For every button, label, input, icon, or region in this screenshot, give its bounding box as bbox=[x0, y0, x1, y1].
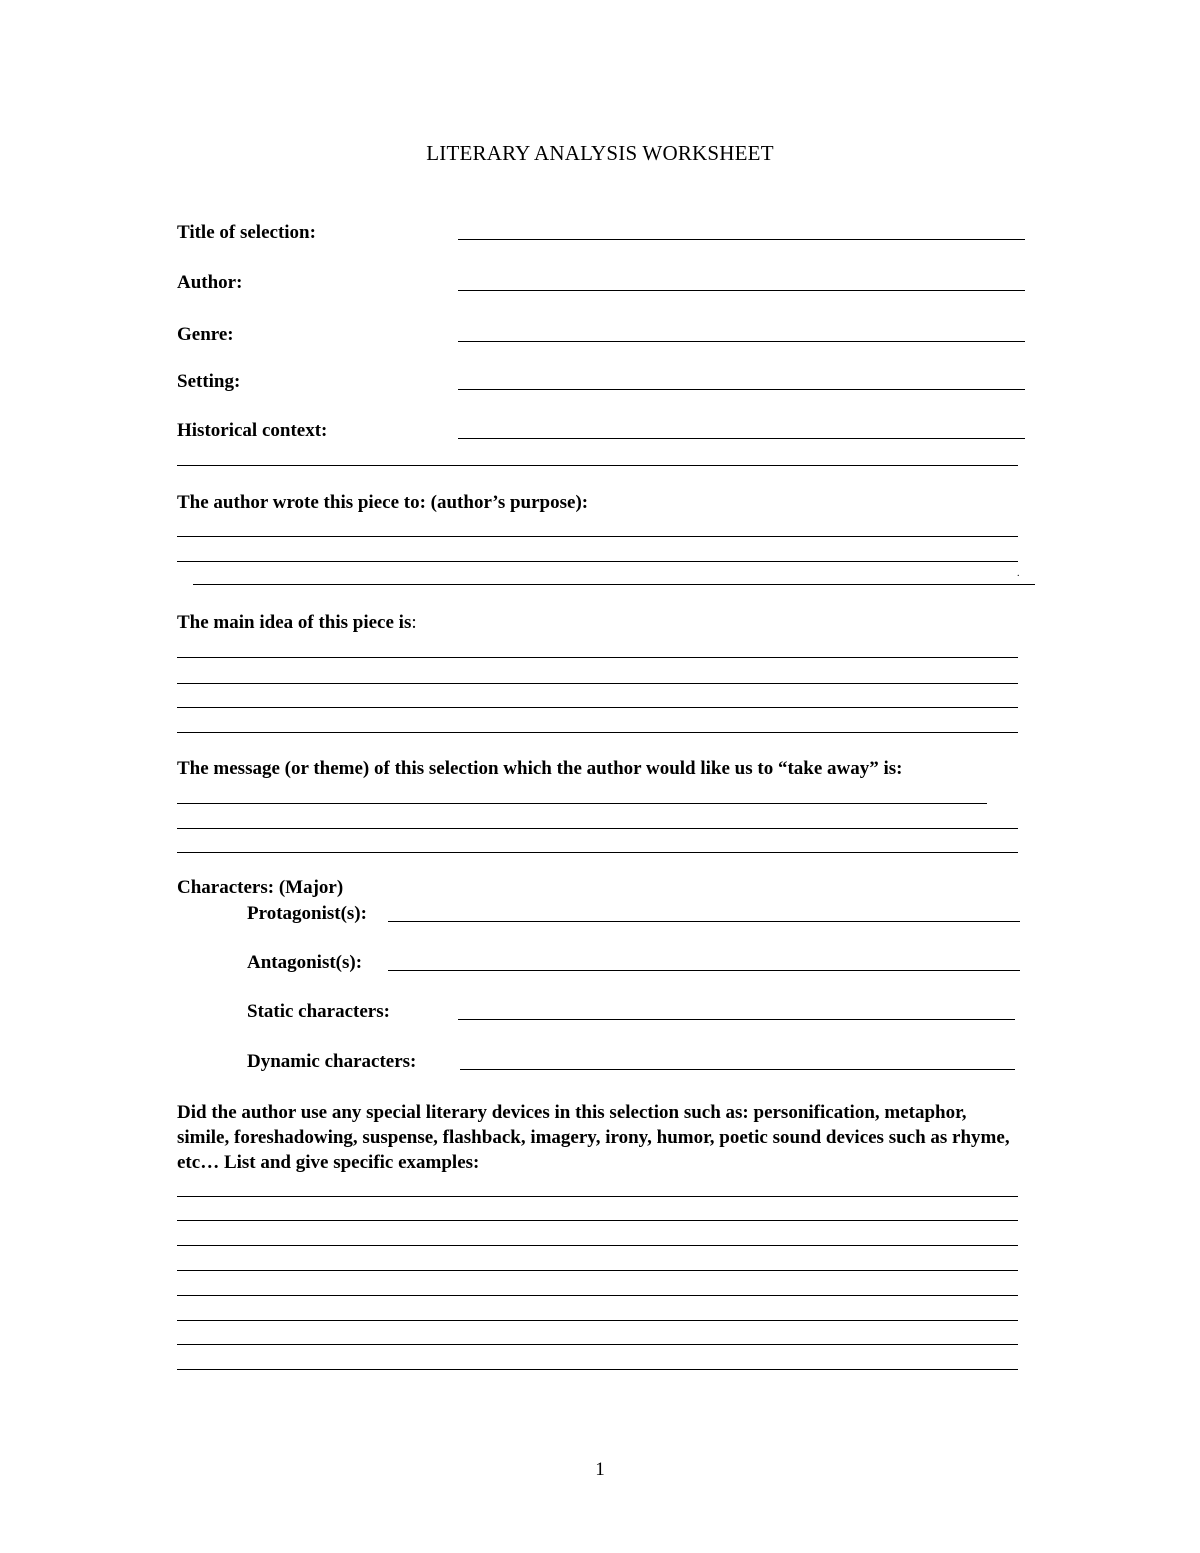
protagonists-line[interactable] bbox=[388, 921, 1020, 922]
authors-purpose-line-1[interactable] bbox=[177, 536, 1018, 537]
historical-context-label: Historical context: bbox=[177, 420, 328, 441]
main-idea-line-4[interactable] bbox=[177, 732, 1018, 733]
literary-devices-line-7[interactable] bbox=[177, 1344, 1018, 1345]
historical-context-line-2[interactable] bbox=[177, 465, 1018, 466]
antagonists-label: Antagonist(s): bbox=[247, 952, 363, 973]
literary-devices-line-3[interactable] bbox=[177, 1245, 1018, 1246]
main-idea-line-2[interactable] bbox=[177, 683, 1018, 684]
literary-devices-line-1[interactable] bbox=[177, 1196, 1018, 1197]
main-idea-colon: : bbox=[411, 612, 417, 633]
dynamic-characters-line[interactable] bbox=[460, 1069, 1015, 1070]
authors-purpose-prompt: The author wrote this piece to: (author’s purpose): bbox=[177, 492, 589, 513]
message-theme-prompt: The message (or theme) of this selection which the author would like us to “take away” is: bbox=[177, 758, 903, 779]
literary-devices-line-2[interactable] bbox=[177, 1220, 1018, 1221]
message-theme-line-3[interactable] bbox=[177, 852, 1018, 853]
authors-purpose-line-3[interactable] bbox=[193, 584, 1035, 585]
protagonists-label: Protagonist(s): bbox=[247, 903, 367, 924]
literary-devices-line-8[interactable] bbox=[177, 1369, 1018, 1370]
author-line[interactable] bbox=[458, 290, 1025, 291]
literary-devices-line-6[interactable] bbox=[177, 1320, 1018, 1321]
author-label: Author: bbox=[177, 272, 243, 293]
dynamic-characters-label: Dynamic characters: bbox=[247, 1051, 417, 1072]
title-of-selection-line[interactable] bbox=[458, 239, 1025, 240]
authors-purpose-line-2[interactable] bbox=[177, 561, 1018, 562]
setting-line[interactable] bbox=[458, 389, 1025, 390]
antagonists-line[interactable] bbox=[388, 970, 1020, 971]
main-idea-line-3[interactable] bbox=[177, 707, 1018, 708]
literary-devices-line-4[interactable] bbox=[177, 1270, 1018, 1271]
page-number: 1 bbox=[595, 1459, 605, 1480]
literary-devices-line-5[interactable] bbox=[177, 1295, 1018, 1296]
main-idea-line-1[interactable] bbox=[177, 657, 1018, 658]
setting-label: Setting: bbox=[177, 371, 241, 392]
stray-mark: . bbox=[1017, 568, 1020, 579]
historical-context-line[interactable] bbox=[458, 438, 1025, 439]
worksheet-title: LITERARY ANALYSIS WORKSHEET bbox=[426, 141, 774, 165]
static-characters-line[interactable] bbox=[458, 1019, 1015, 1020]
main-idea-prompt bbox=[177, 611, 417, 635]
static-characters-label: Static characters: bbox=[247, 1001, 390, 1022]
genre-label: Genre: bbox=[177, 324, 234, 345]
genre-line[interactable] bbox=[458, 341, 1025, 342]
title-of-selection-label: Title of selection: bbox=[177, 222, 316, 243]
message-theme-line-1[interactable] bbox=[177, 803, 987, 804]
characters-heading: Characters: (Major) bbox=[177, 877, 344, 898]
main-idea-text: The main idea of this piece is bbox=[177, 612, 412, 633]
message-theme-line-2[interactable] bbox=[177, 828, 1018, 829]
literary-devices-prompt: Did the author use any special literary devices in this selection such as: personification, metaphor, simile, foreshadowing, suspense, flashback, imagery, irony, humor, poetic sound devices such as rhyme, etc… List and give specific examples: bbox=[177, 1102, 1010, 1173]
